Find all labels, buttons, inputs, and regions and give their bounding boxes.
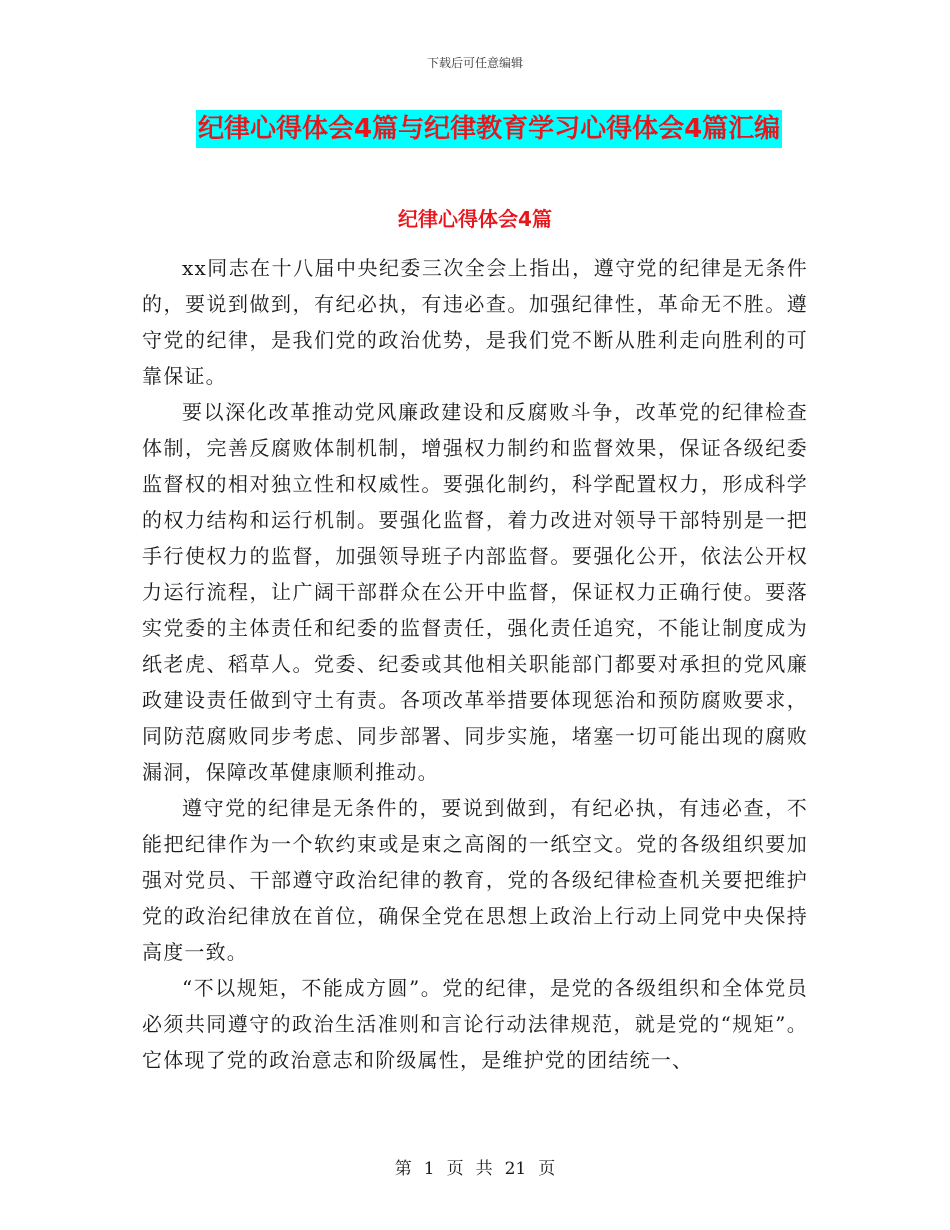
paragraph-4: “不以规矩，不能成方圆”。党的纪律，是党的各级组织和全体党员必须共同遵守的政治生活准则和言论行动法律规范，就是党的“规矩”。它体现了党的政治意志和阶级属性，是维护党的团结统一、 — [142, 976, 808, 1072]
footer-page-word: 页 — [446, 1159, 464, 1179]
footer-prefix: 第 — [394, 1159, 412, 1179]
footer-total-word: 共 — [475, 1159, 493, 1179]
body-text — [142, 250, 808, 1078]
footer-suffix: 页 — [538, 1159, 556, 1179]
page-footer — [0, 1154, 950, 1179]
paragraph-2: 要以深化改革推动党风廉政建设和反腐败斗争，改革党的纪律检查体制，完善反腐败体制机制，增强权力制约和监督效果，保证各级纪委监督权的相对独立性和权威性。要强化制约，科学配置权力，形成科学的权力结构和运行机制。要强化监督，着力改进对领导干部特别是一把手行使权力的监督，加强领导班子内部监督。要强化公开，依法公开权力运行流程，让广阔干部群众在公开中监督，保证权力正确行使。要落实党委的主体责任和纪委的监督责任，强化责任追究，不能让制度成为纸老虎、稻草人。党委、纪委或其他相关职能部门都要对承担的党风廉政建设责任做到守土有责。各项改革举措要体现惩治和预防腐败要求，同防范腐败同步考虑、同步部署、同步实施，堵塞一切可能出现的腐败漏洞，保障改革健康顺利推动。 — [142, 400, 808, 784]
paragraph-3: 遵守党的纪律是无条件的，要说到做到，有纪必执，有违必查，不能把纪律作为一个软约束或是束之高阁的一纸空文。党的各级组织要加强对党员、干部遵守政治纪律的教育，党的各级纪律检查机关要把维护党的政治纪律放在首位，确保全党在思想上政治上行动上同党中央保持高度一致。 — [142, 796, 808, 964]
paragraph-1: xx同志在十八届中央纪委三次全会上指出，遵守党的纪律是无条件的，要说到做到，有纪必执，有违必查。加强纪律性，革命无不胜。遵守党的纪律，是我们党的政治优势，是我们党不断从胜利走向胜利的可靠保证。 — [142, 256, 808, 388]
total-pages: 21 — [504, 1159, 527, 1179]
main-title: 纪律心得体会4篇与纪律教育学习心得体会4篇汇编 — [196, 110, 782, 148]
header-note: 下载后可任意编辑 — [426, 56, 523, 70]
main-title-container — [196, 110, 782, 148]
section-title: 纪律心得体会4篇 — [398, 207, 552, 231]
page-number: 1 — [423, 1159, 435, 1179]
